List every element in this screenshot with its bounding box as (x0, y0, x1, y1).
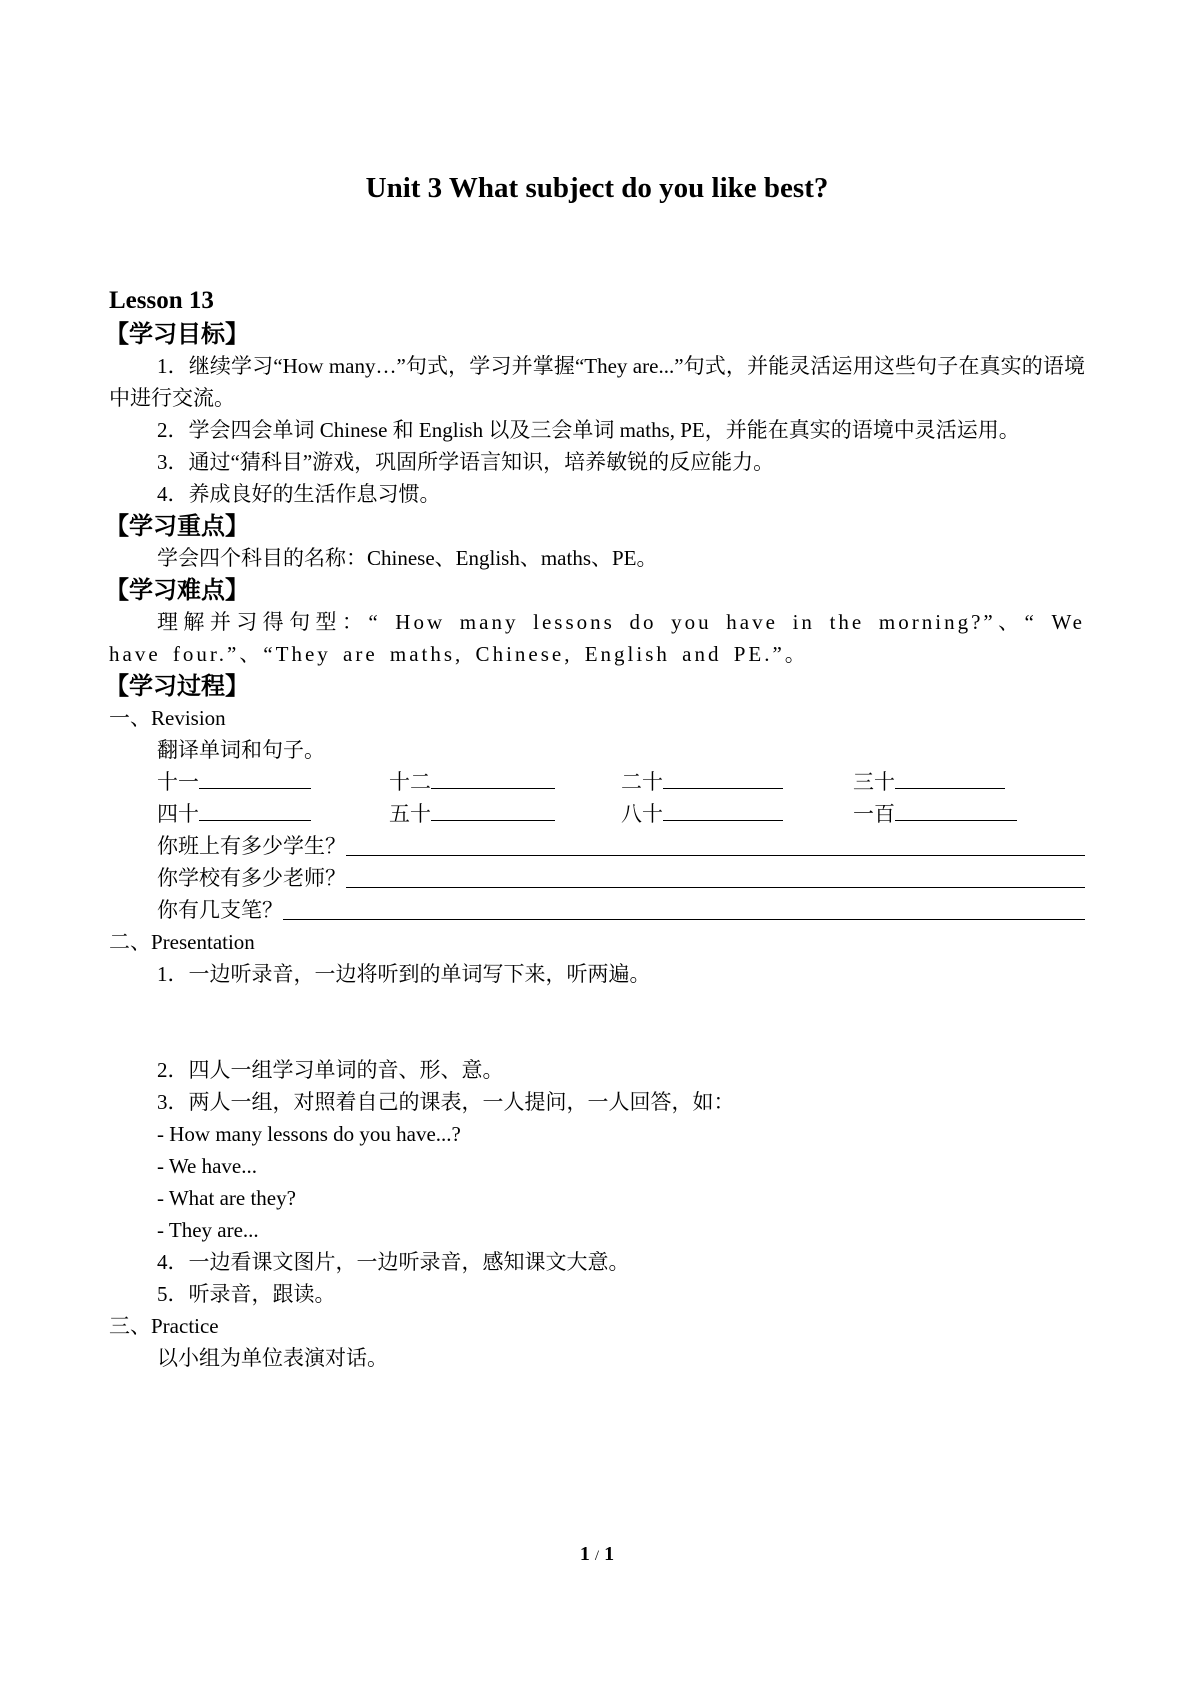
number-label: 一百 (853, 802, 895, 826)
presentation-step-3: 3．两人一组，对照着自己的课表，一人提问，一人回答，如： (157, 1090, 735, 1114)
lesson-title: Lesson 13 (109, 287, 214, 314)
answer-blank[interactable] (895, 798, 1017, 821)
objectives-heading: 【学习目标】 (105, 320, 249, 348)
presentation-step-1: 1．一边听录音，一边将听到的单词写下来，听两遍。 (157, 962, 651, 986)
practice-title: 三、Practice (109, 1314, 219, 1338)
presentation-step-4: 4．一边看课文图片，一边听录音，感知课文大意。 (157, 1250, 630, 1274)
page-number (109, 1543, 1085, 1566)
answer-line[interactable] (346, 863, 1085, 888)
number-item (157, 798, 389, 830)
answer-blank[interactable] (199, 766, 311, 789)
question-row-2 (109, 862, 1085, 894)
page-separator: / (594, 1548, 600, 1564)
presentation-step-5: 5．听录音，跟读。 (157, 1282, 336, 1306)
answer-blank[interactable] (199, 798, 311, 821)
answer-blank[interactable] (663, 766, 783, 789)
number-label: 八十 (621, 802, 663, 826)
number-row-2 (109, 798, 1085, 830)
content-body (105, 318, 1085, 1374)
objective-item-1: 1．继续学习“How many…”句式，学习并掌握“They are...”句式，并能灵活运用这些句子在真实的语境中进行交流。 (109, 354, 1085, 410)
practice-text: 以小组为单位表演对话。 (157, 1346, 388, 1370)
writing-space (109, 990, 1085, 1054)
objective-item-4: 4．养成良好的生活作息习惯。 (157, 482, 441, 506)
number-label: 五十 (389, 802, 431, 826)
revision-title: 一、Revision (109, 706, 226, 730)
question-row-3 (109, 894, 1085, 926)
answer-blank[interactable] (431, 798, 555, 821)
process-heading: 【学习过程】 (105, 672, 249, 700)
question-row-1 (109, 830, 1085, 862)
dialogue-line: - They are... (157, 1218, 259, 1242)
number-item (157, 766, 389, 798)
difficulties-text: 理解并习得句型：“ How many lessons do you have in the morning?”、“ We have four.”、“They are maths, Chinese, English and PE.”。 (109, 610, 1085, 666)
number-label: 二十 (621, 770, 663, 794)
presentation-title: 二、Presentation (109, 930, 255, 954)
dialogue-line: - We have... (157, 1154, 257, 1178)
question-text: 你班上有多少学生？ (157, 834, 346, 858)
answer-line[interactable] (283, 895, 1085, 920)
presentation-step-2: 2．四人一组学习单词的音、形、意。 (157, 1058, 504, 1082)
question-text: 你学校有多少老师？ (157, 866, 346, 890)
answer-blank[interactable] (895, 766, 1005, 789)
objective-item-3: 3．通过“猜科目”游戏，巩固所学语言知识，培养敏锐的反应能力。 (157, 450, 775, 474)
number-row-1 (109, 766, 1085, 798)
number-item (621, 798, 853, 830)
key-points-text: 学会四个科目的名称：Chinese、English、maths、PE。 (157, 546, 658, 570)
number-item (389, 766, 621, 798)
page-total: 1 (604, 1543, 615, 1565)
number-item (853, 766, 1085, 798)
page-title: Unit 3 What subject do you like best? (365, 172, 829, 204)
number-item (853, 798, 1085, 830)
number-label: 十一 (157, 770, 199, 794)
dialogue-line: - How many lessons do you have...? (157, 1122, 461, 1146)
difficulties-heading: 【学习难点】 (105, 576, 249, 604)
number-label: 十二 (389, 770, 431, 794)
answer-blank[interactable] (663, 798, 783, 821)
number-label: 四十 (157, 802, 199, 826)
worksheet-page (105, 0, 1085, 1684)
number-label: 三十 (853, 770, 895, 794)
key-points-heading: 【学习重点】 (105, 512, 249, 540)
answer-line[interactable] (346, 831, 1085, 856)
objective-item-2: 2．学会四会单词 Chinese 和 English 以及三会单词 maths, PE，并能在真实的语境中灵活运用。 (157, 418, 1020, 442)
question-text: 你有几支笔？ (157, 898, 283, 922)
dialogue-line: - What are they? (157, 1186, 296, 1210)
revision-instruction: 翻译单词和句子。 (157, 738, 325, 762)
number-item (389, 798, 621, 830)
number-item (621, 766, 853, 798)
answer-blank[interactable] (431, 766, 555, 789)
page-current: 1 (579, 1543, 590, 1565)
